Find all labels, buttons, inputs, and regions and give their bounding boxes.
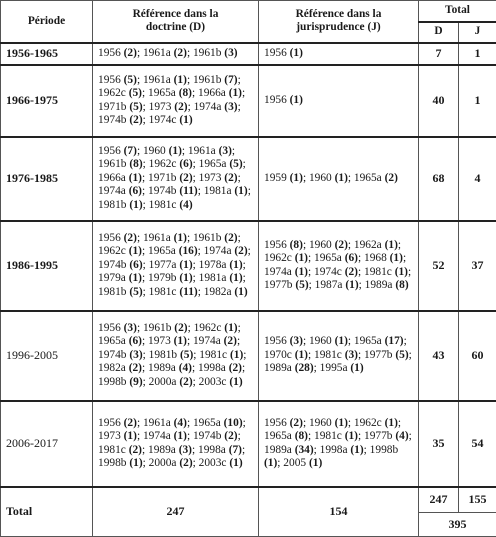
ref-count: (1) xyxy=(234,286,247,298)
ref-count: (2) xyxy=(129,114,142,126)
doctrine-refs-cell xyxy=(93,43,259,65)
count-d-cell: 68 xyxy=(419,137,459,221)
ref-count: (1) xyxy=(124,430,137,442)
ref-count: (2) xyxy=(345,266,358,278)
ref-year: ; 1961a xyxy=(137,417,174,429)
ref-year: 1956 xyxy=(264,239,290,251)
ref-year: ; 1981c xyxy=(143,286,180,298)
table-body xyxy=(1,43,496,487)
total-doctrine: 247 xyxy=(93,487,259,537)
ref-year: ; 1968 xyxy=(358,252,390,264)
ref-year: ; 1989a xyxy=(142,444,179,456)
ref-year: ; 1962c xyxy=(98,74,241,99)
ref-count: (1) xyxy=(174,74,187,86)
ref-year: ; 1998a xyxy=(314,444,351,456)
ref-year: ; 1977b xyxy=(358,349,395,361)
ref-year: ; 1974a xyxy=(264,252,406,277)
ref-count: (3) xyxy=(345,349,358,361)
ref-year: ; 1961b xyxy=(98,145,235,170)
ref-year: ; 1965a xyxy=(142,87,179,99)
ref-count: (2) xyxy=(179,457,192,469)
ref-count: (1) xyxy=(309,457,322,469)
doctrine-refs-cell xyxy=(93,137,259,221)
ref-count: (2) xyxy=(129,444,142,456)
ref-count: (2) xyxy=(129,362,142,374)
ref-count: (1) xyxy=(224,322,237,334)
ref-count: (2) xyxy=(124,417,137,429)
ref-count: (5) xyxy=(129,286,142,298)
ref-year: 1956 xyxy=(98,74,124,86)
ref-count: (3) xyxy=(179,444,192,456)
ref-year: 1956 xyxy=(264,47,290,59)
ref-year: ; 1961b xyxy=(187,47,224,59)
ref-year: ; 1974b xyxy=(187,430,224,442)
ref-year: ; 1962c xyxy=(143,158,180,170)
ref-year: ; 1965a xyxy=(187,417,224,429)
ref-count: (1) xyxy=(229,457,242,469)
count-d-cell: 40 xyxy=(419,65,459,137)
ref-count: (16) xyxy=(179,245,198,257)
ref-count: (2) xyxy=(124,232,137,244)
jurisprudence-refs-cell xyxy=(259,137,419,221)
jurisprudence-refs-cell xyxy=(259,43,419,65)
ref-count: (4) xyxy=(179,199,192,211)
ref-year: ; 2000a xyxy=(143,376,180,388)
ref-year: ; 1974c xyxy=(143,114,180,126)
ref-year: ; 1998a xyxy=(192,444,229,456)
count-d-cell: 7 xyxy=(419,43,459,65)
ref-count: (3) xyxy=(219,145,232,157)
ref-count: (2) xyxy=(179,376,192,388)
ref-count: (9) xyxy=(129,376,142,388)
ref-year: 1956 xyxy=(98,47,124,59)
ref-year: ; 1974a xyxy=(187,335,224,347)
ref-year: ; 1960 xyxy=(303,335,335,347)
ref-count: (1) xyxy=(179,114,192,126)
ref-year: ; 1979b xyxy=(142,272,179,284)
ref-year: ; 1960 xyxy=(137,145,169,157)
ref-count: (28) xyxy=(295,362,314,374)
ref-year: 1956 xyxy=(264,94,290,106)
ref-year: ; 1981b xyxy=(143,349,180,361)
ref-year: ; 1974a xyxy=(98,172,241,197)
table-row xyxy=(1,221,496,311)
ref-count: (1) xyxy=(290,94,303,106)
ref-count: (2) xyxy=(224,335,237,347)
ref-year: ; 1981b xyxy=(98,272,246,297)
table-row xyxy=(1,65,496,137)
ref-year: ; 1974a xyxy=(137,430,174,442)
ref-year: 1956 xyxy=(98,417,124,429)
ref-year: ; 1973 xyxy=(142,335,174,347)
ref-year: ; 1989a xyxy=(359,279,396,291)
ref-year: ; 1989a xyxy=(264,349,412,374)
ref-year: ; 1965a xyxy=(348,172,385,184)
ref-year: ; 1961b xyxy=(187,232,224,244)
ref-year: ; 1998a xyxy=(192,362,229,374)
header-total: Total xyxy=(419,1,496,22)
ref-year: ; 1974b xyxy=(98,245,251,270)
ref-count: (8) xyxy=(290,239,303,251)
ref-year: ; 1966a xyxy=(192,87,229,99)
total-label: Total xyxy=(1,487,93,537)
header-d: D xyxy=(419,22,459,43)
ref-year: ; 1962c xyxy=(188,322,225,334)
ref-count: (6) xyxy=(345,252,358,264)
ref-count: (1) xyxy=(174,430,187,442)
ref-count: (2) xyxy=(174,322,187,334)
ref-year: ; 1966a xyxy=(98,158,246,183)
ref-count: (11) xyxy=(179,185,197,197)
ref-count: (34) xyxy=(295,444,314,456)
total-jurisprudence: 154 xyxy=(259,487,419,537)
ref-year: ; 1974a xyxy=(198,245,235,257)
ref-year: ; 1974c xyxy=(308,266,345,278)
ref-count: (1) xyxy=(174,232,187,244)
doctrine-refs-cell xyxy=(93,221,259,311)
ref-year: ; 1962c xyxy=(348,417,385,429)
ref-count: (5) xyxy=(129,87,142,99)
ref-year: ; 1973 xyxy=(143,101,175,113)
ref-year: ; 1974b xyxy=(98,335,240,360)
total-grand: 395 xyxy=(419,513,496,537)
jurisprudence-refs-cell xyxy=(259,221,419,311)
ref-year: 1956 xyxy=(98,145,124,157)
ref-year: ; 1965a xyxy=(264,417,401,442)
ref-year: ; 1982a xyxy=(98,349,246,374)
ref-count: (3) xyxy=(290,335,303,347)
ref-count: (1) xyxy=(129,199,142,211)
count-d-cell: 43 xyxy=(419,311,459,401)
ref-count: (2) xyxy=(229,362,242,374)
ref-count: (1) xyxy=(179,259,192,271)
ref-year: ; 1961a xyxy=(137,74,174,86)
ref-count: (1) xyxy=(385,417,398,429)
ref-count: (1) xyxy=(234,185,247,197)
ref-count: (8) xyxy=(295,430,308,442)
ref-count: (2) xyxy=(174,101,187,113)
ref-year: ; 1998b xyxy=(98,362,245,387)
count-d-cell: 35 xyxy=(419,401,459,487)
ref-year: ; 1982a xyxy=(198,286,235,298)
ref-count: (4) xyxy=(395,430,408,442)
ref-year: ; 1998b xyxy=(98,444,245,469)
ref-count: (2) xyxy=(234,245,247,257)
doctrine-refs-cell xyxy=(93,311,259,401)
ref-year: ; 1973 xyxy=(98,417,246,442)
ref-count: (1) xyxy=(129,272,142,284)
ref-count: (3) xyxy=(124,322,137,334)
ref-year: ; 1981c xyxy=(98,430,241,455)
jurisprudence-refs-cell xyxy=(259,401,419,487)
period-cell: 1966-1975 xyxy=(1,65,93,137)
ref-year: ; 1977a xyxy=(143,259,180,271)
ref-year: ; 1981a xyxy=(198,185,235,197)
ref-year: ; 1970c xyxy=(264,335,407,360)
ref-year: ; 1965a xyxy=(348,335,385,347)
ref-year: ; 1973 xyxy=(193,172,225,184)
ref-year: 1956 xyxy=(98,232,124,244)
ref-count: (1) xyxy=(129,457,142,469)
ref-year: ; 1960 xyxy=(303,417,335,429)
ref-count: (1) xyxy=(345,430,358,442)
period-cell: 1986-1995 xyxy=(1,221,93,311)
ref-year: ; 1960 xyxy=(303,172,335,184)
ref-count: (6) xyxy=(129,185,142,197)
ref-count: (1) xyxy=(229,272,242,284)
header-jurisprudence: Référence dans la jurisprudence (J) xyxy=(259,1,419,43)
ref-count: (5) xyxy=(395,349,408,361)
ref-year: ; 1981c xyxy=(143,199,180,211)
ref-year: ; 1981c xyxy=(308,349,345,361)
ref-count: (2) xyxy=(224,430,237,442)
ref-year: ; 1978a xyxy=(193,259,230,271)
ref-count: (5) xyxy=(295,279,308,291)
ref-year: ; 1981c xyxy=(308,430,345,442)
ref-year: ; 1962c xyxy=(98,232,241,257)
ref-count: (1) xyxy=(385,239,398,251)
doctrine-refs-cell xyxy=(93,65,259,137)
ref-count: (11) xyxy=(179,286,197,298)
ref-count: (1) xyxy=(295,266,308,278)
count-d-cell: 52 xyxy=(419,221,459,311)
ref-year: ; 1965a xyxy=(142,245,179,257)
ref-count: (1) xyxy=(174,335,187,347)
ref-year: ; 1989a xyxy=(264,430,412,455)
ref-year: ; 1965a xyxy=(193,158,230,170)
ref-count: (1) xyxy=(350,362,363,374)
ref-count: (5) xyxy=(180,349,193,361)
ref-count: (1) xyxy=(390,252,403,264)
ref-year: ; 1989a xyxy=(142,362,179,374)
ref-year: ; 1979a xyxy=(98,259,246,284)
ref-year: 1956 xyxy=(264,335,290,347)
header-period: Période xyxy=(1,1,93,43)
ref-count: (1) xyxy=(169,145,182,157)
period-cell: 1956-1965 xyxy=(1,43,93,65)
ref-year: ; 1965a xyxy=(308,252,345,264)
ref-year: ; 1961a xyxy=(182,145,219,157)
count-j-cell: 1 xyxy=(459,43,496,65)
ref-year: ; 1981c xyxy=(358,266,395,278)
ref-count: (1) xyxy=(264,457,277,469)
ref-year: ; 1961b xyxy=(187,74,224,86)
ref-count: (1) xyxy=(295,349,308,361)
ref-year: ; 1960 xyxy=(303,239,335,251)
ref-count: (8) xyxy=(179,87,192,99)
jurisprudence-refs-cell xyxy=(259,311,419,401)
ref-count: (3) xyxy=(224,101,237,113)
header-doctrine: Référence dans la doctrine (D) xyxy=(93,1,259,43)
ref-year: ; 1995a xyxy=(314,362,351,374)
ref-count: (1) xyxy=(290,172,303,184)
table-row xyxy=(1,401,496,487)
ref-count: (2) xyxy=(335,239,348,251)
ref-count: (7) xyxy=(124,145,137,157)
ref-count: (17) xyxy=(385,335,404,347)
ref-year: 1956 xyxy=(264,417,290,429)
ref-year: ; 1977b xyxy=(264,266,411,291)
period-cell: 1976-1985 xyxy=(1,137,93,221)
ref-year: ; 1998b xyxy=(364,444,399,456)
table-row xyxy=(1,43,496,65)
ref-count: (2) xyxy=(124,47,137,59)
ref-year: ; 1962a xyxy=(348,239,385,251)
ref-count: (1) xyxy=(335,172,348,184)
ref-count: (1) xyxy=(295,252,308,264)
ref-count: (1) xyxy=(229,87,242,99)
count-j-cell: 37 xyxy=(459,221,496,311)
ref-count: (6) xyxy=(129,335,142,347)
count-j-cell: 1 xyxy=(459,65,496,137)
ref-year: ; 2000a xyxy=(143,457,180,469)
ref-count: (5) xyxy=(229,158,242,170)
ref-count: (6) xyxy=(179,158,192,170)
count-j-cell: 4 xyxy=(459,137,496,221)
ref-year: ; 1987a xyxy=(309,279,346,291)
ref-count: (3) xyxy=(224,47,237,59)
ref-year: ; 1977b xyxy=(358,430,395,442)
ref-year: ; 1961b xyxy=(137,322,174,334)
ref-year: ; 1981a xyxy=(193,272,230,284)
ref-count: (5) xyxy=(124,74,137,86)
ref-count: (1) xyxy=(335,417,348,429)
ref-year: ; 1965a xyxy=(98,322,241,347)
ref-count: (10) xyxy=(224,417,243,429)
ref-count: (6) xyxy=(129,259,142,271)
ref-count: (1) xyxy=(229,376,242,388)
ref-count: (2) xyxy=(179,172,192,184)
total-j: 155 xyxy=(459,487,496,513)
period-cell: 2006-2017 xyxy=(1,401,93,487)
ref-year: 1956 xyxy=(98,322,124,334)
count-j-cell: 54 xyxy=(459,401,496,487)
ref-count: (5) xyxy=(129,101,142,113)
ref-year: 1959 xyxy=(264,172,290,184)
ref-count: (1) xyxy=(350,444,363,456)
ref-count: (2) xyxy=(224,172,237,184)
ref-count: (3) xyxy=(129,349,142,361)
ref-count: (1) xyxy=(345,279,358,291)
ref-count: (7) xyxy=(224,74,237,86)
ref-count: (1) xyxy=(229,259,242,271)
ref-count: (2) xyxy=(174,47,187,59)
count-j-cell: 60 xyxy=(459,311,496,401)
total-d: 247 xyxy=(419,487,459,513)
ref-count: (2) xyxy=(290,417,303,429)
ref-year: ; 1962c xyxy=(264,239,401,264)
ref-count: (2) xyxy=(224,232,237,244)
ref-count: (4) xyxy=(174,417,187,429)
ref-year: ; 1971b xyxy=(98,87,245,112)
ref-count: (7) xyxy=(229,444,242,456)
jurisprudence-refs-cell xyxy=(259,65,419,137)
table-row xyxy=(1,311,496,401)
ref-year: ; 2005 xyxy=(277,457,309,469)
ref-count: (1) xyxy=(230,349,243,361)
ref-year: ; 1971b xyxy=(142,172,179,184)
ref-year: ; 1974a xyxy=(188,101,225,113)
doctrine-refs-cell xyxy=(93,401,259,487)
period-cell: 1996-2005 xyxy=(1,311,93,401)
ref-count: (2) xyxy=(385,172,398,184)
ref-count: (1) xyxy=(179,272,192,284)
ref-year: ; 1961a xyxy=(137,47,174,59)
ref-year: ; 2003c xyxy=(193,457,230,469)
ref-count: (8) xyxy=(129,158,142,170)
ref-year: ; 1981b xyxy=(98,185,251,210)
ref-year: ; 2003c xyxy=(193,376,230,388)
ref-year: ; 1974b xyxy=(142,185,179,197)
ref-count: (1) xyxy=(290,47,303,59)
ref-year: ; 1961a xyxy=(137,232,174,244)
ref-year: ; 1974b xyxy=(98,101,241,126)
table-row xyxy=(1,137,496,221)
ref-count: (1) xyxy=(395,266,408,278)
ref-count: (8) xyxy=(395,279,408,291)
ref-count: (1) xyxy=(129,245,142,257)
ref-year: ; 1981c xyxy=(193,349,230,361)
ref-count: (1) xyxy=(335,335,348,347)
ref-count: (4) xyxy=(179,362,192,374)
ref-count: (1) xyxy=(129,172,142,184)
header-j: J xyxy=(459,22,496,43)
